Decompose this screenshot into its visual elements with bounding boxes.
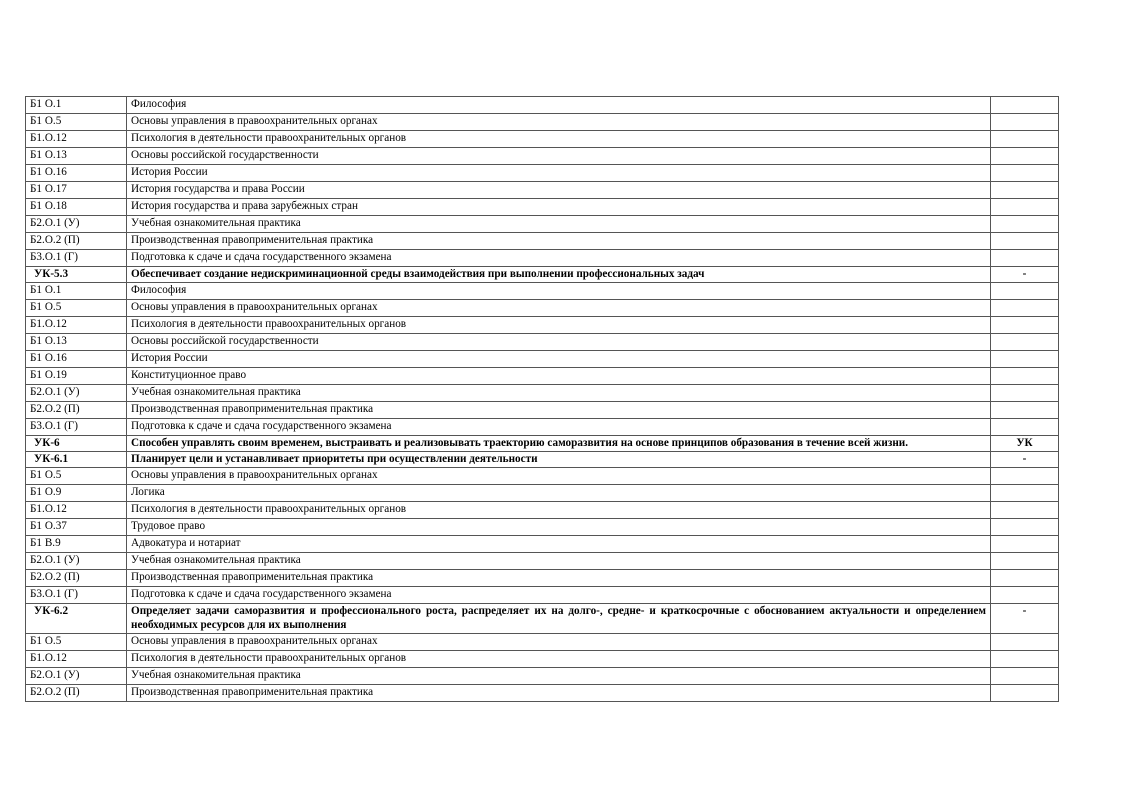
discipline-row [26,536,1059,553]
indicator-type-cell [991,502,1059,519]
discipline-row [26,165,1059,182]
discipline-row [26,334,1059,351]
discipline-row [26,502,1059,519]
discipline-name-cell: Основы российской государственности [127,148,991,165]
discipline-row [26,283,1059,300]
discipline-code-cell: Б2.О.2 (П) [26,685,127,702]
competence-description-cell: Обеспечивает создание недискриминационной среды взаимодействия при выполнении профессиональных задач [127,267,991,283]
discipline-row [26,587,1059,604]
discipline-name-cell: Философия [127,97,991,114]
indicator-type-cell [991,536,1059,553]
discipline-name-cell: Основы российской государственности [127,334,991,351]
indicator-type-cell [991,114,1059,131]
indicator-type-cell: - [991,267,1059,283]
discipline-code-cell: Б1 О.9 [26,485,127,502]
discipline-code-cell: Б3.О.1 (Г) [26,587,127,604]
discipline-code-cell: Б1 О.13 [26,148,127,165]
discipline-code-cell: Б1.О.12 [26,651,127,668]
discipline-row [26,114,1059,131]
competence-heading-row [26,452,1059,468]
discipline-row [26,570,1059,587]
competence-code-cell: УК-5.3 [26,267,127,283]
discipline-row [26,182,1059,199]
discipline-name-cell: Философия [127,283,991,300]
indicator-type-cell [991,553,1059,570]
discipline-code-cell: Б1 О.17 [26,182,127,199]
competence-description-cell: Способен управлять своим временем, выстраивать и реализовывать траекторию саморазвития на основе принципов образования в течение всей жизни. [127,436,991,452]
indicator-type-cell [991,199,1059,216]
discipline-name-cell: Учебная ознакомительная практика [127,668,991,685]
discipline-name-cell: Основы управления в правоохранительных органах [127,468,991,485]
competence-description-cell: Планирует цели и устанавливает приоритеты при осуществлении деятельности [127,452,991,468]
competence-heading-row [26,604,1059,634]
competence-description-cell: Определяет задачи саморазвития и профессионального роста, распределяет их на долго-, средне- и краткосрочные с обоснованием актуальности и определением необходимых ресурсов для их выполнения [127,604,991,634]
discipline-code-cell: Б1 О.5 [26,468,127,485]
discipline-name-cell: Конституционное право [127,368,991,385]
discipline-code-cell: Б1.О.12 [26,317,127,334]
indicator-type-cell [991,570,1059,587]
competence-heading-row [26,436,1059,452]
discipline-row [26,485,1059,502]
discipline-name-cell: Производственная правоприменительная практика [127,233,991,250]
discipline-code-cell: Б1 О.5 [26,114,127,131]
competence-code-cell: УК-6 [26,436,127,452]
competence-code-cell: УК-6.1 [26,452,127,468]
indicator-type-cell [991,165,1059,182]
discipline-name-cell: История России [127,165,991,182]
discipline-name-cell: Подготовка к сдаче и сдача государственного экзамена [127,419,991,436]
discipline-row [26,97,1059,114]
discipline-row [26,419,1059,436]
indicator-type-cell [991,634,1059,651]
discipline-row [26,402,1059,419]
discipline-code-cell: Б1 О.37 [26,519,127,536]
discipline-row [26,368,1059,385]
indicator-type-cell [991,485,1059,502]
discipline-code-cell: Б1 О.1 [26,283,127,300]
discipline-row [26,300,1059,317]
table-body [26,97,1059,702]
discipline-name-cell: Подготовка к сдаче и сдача государственного экзамена [127,587,991,604]
discipline-code-cell: Б2.О.2 (П) [26,402,127,419]
indicator-type-cell [991,519,1059,536]
discipline-row [26,651,1059,668]
indicator-type-cell [991,317,1059,334]
discipline-name-cell: Основы управления в правоохранительных органах [127,114,991,131]
discipline-code-cell: Б1 О.1 [26,97,127,114]
discipline-name-cell: Логика [127,485,991,502]
competence-heading-row [26,267,1059,283]
discipline-row [26,634,1059,651]
discipline-code-cell: Б3.О.1 (Г) [26,419,127,436]
indicator-type-cell [991,283,1059,300]
discipline-code-cell: Б1 О.19 [26,368,127,385]
discipline-code-cell: Б1.О.12 [26,131,127,148]
indicator-type-cell [991,685,1059,702]
discipline-name-cell: Психология в деятельности правоохранительных органов [127,131,991,148]
indicator-type-cell [991,468,1059,485]
discipline-row [26,233,1059,250]
discipline-name-cell: Трудовое право [127,519,991,536]
discipline-row [26,148,1059,165]
discipline-name-cell: История России [127,351,991,368]
discipline-code-cell: Б1.О.12 [26,502,127,519]
indicator-type-cell [991,668,1059,685]
discipline-name-cell: Производственная правоприменительная практика [127,402,991,419]
document-page [25,96,1058,702]
discipline-row [26,468,1059,485]
discipline-name-cell: Психология в деятельности правоохранительных органов [127,502,991,519]
discipline-name-cell: Учебная ознакомительная практика [127,216,991,233]
discipline-code-cell: Б1 В.9 [26,536,127,553]
indicator-type-cell [991,402,1059,419]
indicator-type-cell [991,131,1059,148]
discipline-row [26,668,1059,685]
discipline-name-cell: Производственная правоприменительная практика [127,685,991,702]
indicator-type-cell [991,250,1059,267]
discipline-row [26,351,1059,368]
competence-discipline-table [25,96,1059,702]
discipline-name-cell: Учебная ознакомительная практика [127,385,991,402]
discipline-code-cell: Б2.О.1 (У) [26,668,127,685]
indicator-type-cell [991,385,1059,402]
discipline-name-cell: Основы управления в правоохранительных органах [127,300,991,317]
discipline-code-cell: Б2.О.1 (У) [26,385,127,402]
indicator-type-cell [991,587,1059,604]
discipline-name-cell: История государства и права России [127,182,991,199]
indicator-type-cell [991,216,1059,233]
discipline-code-cell: Б2.О.1 (У) [26,553,127,570]
indicator-type-cell: - [991,604,1059,634]
competence-code-cell: УК-6.2 [26,604,127,634]
discipline-row [26,250,1059,267]
discipline-name-cell: История государства и права зарубежных стран [127,199,991,216]
discipline-code-cell: Б1 О.13 [26,334,127,351]
discipline-name-cell: Психология в деятельности правоохранительных органов [127,651,991,668]
discipline-row [26,685,1059,702]
discipline-name-cell: Адвокатура и нотариат [127,536,991,553]
discipline-row [26,385,1059,402]
indicator-type-cell [991,368,1059,385]
indicator-type-cell [991,233,1059,250]
discipline-name-cell: Психология в деятельности правоохранительных органов [127,317,991,334]
discipline-row [26,131,1059,148]
indicator-type-cell [991,300,1059,317]
indicator-type-cell [991,334,1059,351]
indicator-type-cell [991,419,1059,436]
discipline-name-cell: Основы управления в правоохранительных органах [127,634,991,651]
discipline-row [26,519,1059,536]
discipline-code-cell: Б1 О.16 [26,165,127,182]
discipline-code-cell: Б2.О.2 (П) [26,570,127,587]
discipline-code-cell: Б2.О.2 (П) [26,233,127,250]
discipline-code-cell: Б1 О.18 [26,199,127,216]
discipline-code-cell: Б2.О.1 (У) [26,216,127,233]
discipline-code-cell: Б1 О.5 [26,300,127,317]
discipline-code-cell: Б1 О.16 [26,351,127,368]
discipline-code-cell: Б3.О.1 (Г) [26,250,127,267]
indicator-type-cell: УК [991,436,1059,452]
indicator-type-cell: - [991,452,1059,468]
indicator-type-cell [991,182,1059,199]
discipline-row [26,199,1059,216]
discipline-row [26,553,1059,570]
discipline-name-cell: Подготовка к сдаче и сдача государственного экзамена [127,250,991,267]
discipline-name-cell: Учебная ознакомительная практика [127,553,991,570]
discipline-row [26,317,1059,334]
indicator-type-cell [991,148,1059,165]
discipline-row [26,216,1059,233]
indicator-type-cell [991,97,1059,114]
discipline-code-cell: Б1 О.5 [26,634,127,651]
indicator-type-cell [991,651,1059,668]
discipline-name-cell: Производственная правоприменительная практика [127,570,991,587]
indicator-type-cell [991,351,1059,368]
